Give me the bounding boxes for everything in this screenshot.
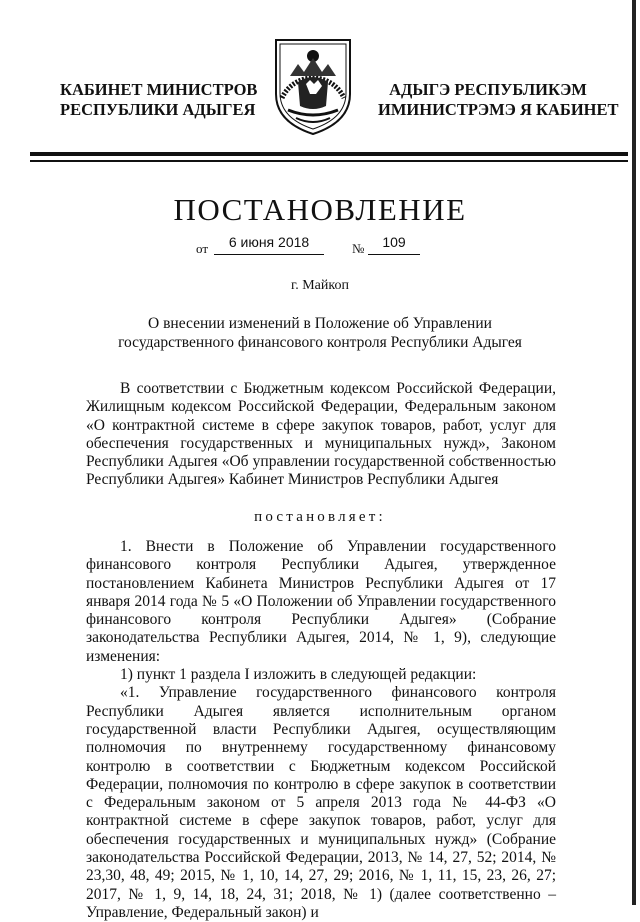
date-label: от — [196, 241, 209, 256]
header-rule-thin — [30, 160, 628, 162]
date-number-line — [196, 235, 456, 259]
document-date: 6 июня 2018 — [214, 234, 324, 255]
item-paragraph-1: 1. Внести в Положение об Управлении государственного финансового контроля Республики Адыгея, утвержденное постановлением Кабинета Министров Республики Адыгея от 17 января 2014 года № 5 «О Положении об Управлении государственного финансового контроля Республики Адыгея» (Собрание законодательства Республики Адыгея, 2014, № 1, 9), следующие изменения: — [86, 538, 556, 665]
city: г. Майкоп — [291, 278, 349, 293]
header-rule-thick — [30, 152, 628, 156]
issuer-line-2-adyghe: ИМИНИСТРЭМЭ Я КАБИНЕТ — [378, 100, 619, 119]
document-number: 109 — [368, 234, 420, 255]
number-label: № — [352, 241, 365, 256]
items-block — [86, 538, 556, 922]
issuer-line-1-adyghe: АДЫГЭ РЕСПУБЛИКЭМ — [389, 80, 587, 99]
scan-edge — [632, 0, 636, 905]
issuer-line-1: КАБИНЕТ МИНИСТРОВ — [60, 80, 258, 99]
resolves-heading: постановляет: — [254, 509, 386, 525]
document-title: ПОСТАНОВЛЕНИЕ — [173, 192, 467, 227]
preamble-block — [86, 380, 556, 490]
coat-of-arms-emblem — [268, 36, 358, 136]
preamble-paragraph: В соответствии с Бюджетным кодексом Российской Федерации, Жилищным кодексом Российской Федерации, Федеральным законом «О контрактной системе в сфере закупок товаров, работ, услуг для обеспечения государственных и муниципальных нужд», Законом Республики Адыгея «Об управлении государственной собственностью Республики Адыгея» Кабинет Министров Республики Адыгея — [86, 380, 556, 489]
issuer-name-russian — [60, 80, 258, 120]
document-subject: О внесении изменений в Положение об Управлении государственного финансового контроля Республики Адыгея — [118, 315, 522, 351]
item-paragraph-3: «1. Управление государственного финансового контроля Республики Адыгея является исполнительным органом государственной власти Республики Адыгея, осуществляющим полномочия по внутреннему государственному финансовому контролю в соответствии с Бюджетным кодексом Российской Федерации, полномочия по контролю в сфере закупок в соответствии с Федеральным законом от 5 апреля 2013 года № 44-ФЗ «О контрактной системе в сфере закупок товаров, работ, услуг для обеспечения государственных и муниципальных нужд» (Собрание законодательства Российской Федерации, 2013, № 14, 27, 52; 2014, № 23,30, 48, 49; 2015, № 1, 10, 14, 27, 29; 2016, № 1, 11, 15, 23, 26, 27; 2017, № 1, 9, 14, 18, 24, 31; 2018, № 1) (далее соответственно – Управление, Федеральный закон) и — [86, 684, 556, 921]
issuer-line-2: РЕСПУБЛИКИ АДЫГЕЯ — [60, 100, 256, 119]
issuer-name-adyghe — [378, 80, 619, 120]
item-paragraph-2: 1) пункт 1 раздела I изложить в следующей редакции: — [120, 666, 477, 684]
